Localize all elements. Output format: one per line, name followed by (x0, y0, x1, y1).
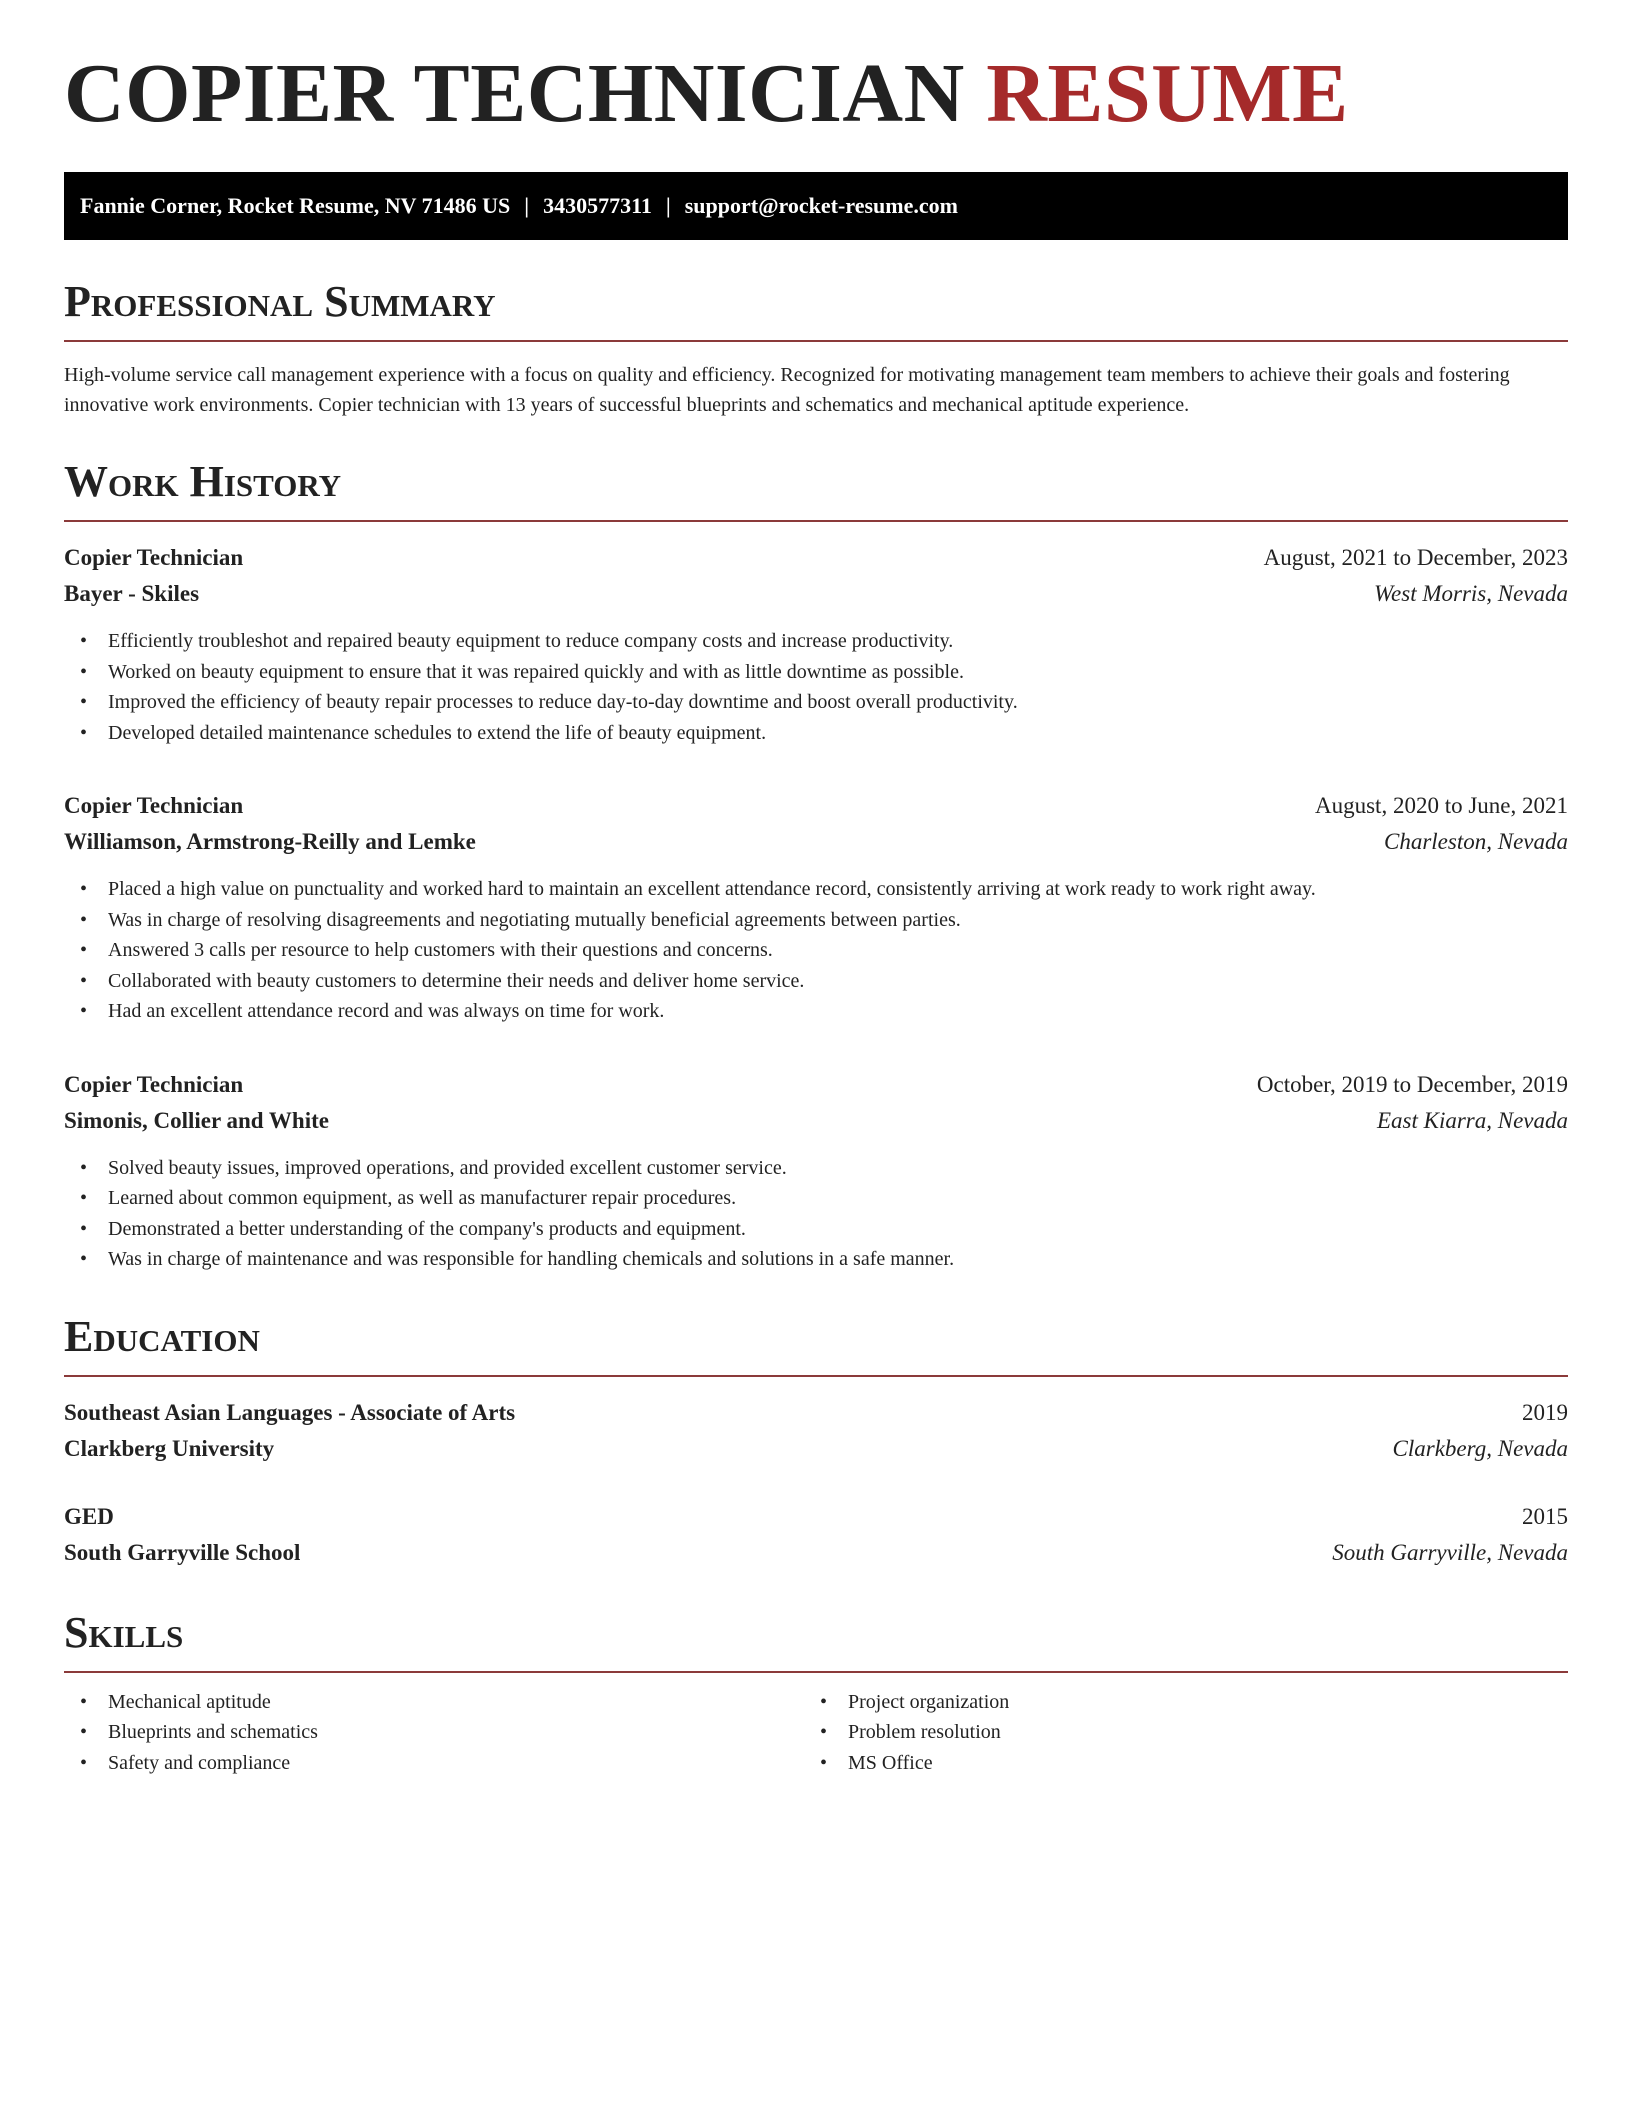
title-accent: RESUME (986, 47, 1349, 140)
education-school: South Garryville School (64, 1539, 301, 1565)
section-title-skills: Skills (64, 1611, 1568, 1673)
job-bullet: • Developed detailed maintenance schedules to extend the life of beauty equipment. (64, 718, 1568, 749)
education-location: Clarkberg, Nevada (1392, 1435, 1568, 1461)
job-entry (64, 788, 1568, 1027)
job-title: Copier Technician (64, 545, 244, 570)
job-bullet: • Worked on beauty equipment to ensure that it was repaired quickly and with as little downtime as possible. (64, 657, 1568, 688)
section-title-education: Education (64, 1315, 1568, 1377)
skill-item: • MS Office (804, 1748, 1544, 1779)
resume-page (64, 0, 1568, 1778)
job-bullet: • Was in charge of resolving disagreements and negotiating mutually beneficial agreements between parties. (64, 905, 1568, 936)
job-company-row (64, 576, 1568, 612)
education-school-row (64, 1535, 1568, 1571)
job-bullet: • Collaborated with beauty customers to determine their needs and deliver home service. (64, 966, 1568, 997)
education-year: 2019 (1522, 1399, 1568, 1425)
job-bullet: • Learned about common equipment, as well as manufacturer repair procedures. (64, 1183, 1568, 1214)
education-school-row (64, 1431, 1568, 1467)
skill-item: • Project organization (804, 1687, 1544, 1718)
job-title: Copier Technician (64, 793, 244, 818)
job-bullets (64, 1153, 1568, 1275)
job-entry (64, 1067, 1568, 1275)
job-header-row (64, 540, 1568, 576)
job-company-row (64, 824, 1568, 860)
job-bullet: • Solved beauty issues, improved operations, and provided excellent customer service. (64, 1153, 1568, 1184)
job-header-row (64, 788, 1568, 824)
contact-phone: 3430577311 (543, 193, 652, 218)
education-degree-row (64, 1395, 1568, 1431)
education-degree: GED (64, 1503, 114, 1529)
job-bullet: • Efficiently troubleshot and repaired beauty equipment to reduce company costs and increase productivity. (64, 626, 1568, 657)
job-bullet: • Had an excellent attendance record and was always on time for work. (64, 996, 1568, 1027)
education-section (64, 1311, 1568, 1571)
education-school: Clarkberg University (64, 1435, 275, 1461)
job-header-row (64, 1067, 1568, 1103)
job-company: Williamson, Armstrong-Reilly and Lemke (64, 829, 476, 854)
skill-item: • Blueprints and schematics (64, 1717, 804, 1748)
education-degree: Southeast Asian Languages - Associate of Arts (64, 1399, 516, 1425)
resume-title (64, 47, 1568, 140)
job-company: Simonis, Collier and White (64, 1107, 329, 1133)
contact-bar (64, 172, 1568, 240)
job-bullets (64, 874, 1568, 1027)
job-bullet: • Was in charge of maintenance and was responsible for handling chemicals and solutions in a safe manner. (64, 1244, 1568, 1275)
job-entry (64, 540, 1568, 748)
job-location: Charleston, Nevada (1384, 829, 1568, 854)
skills-section (64, 1607, 1568, 1779)
job-dates: August, 2021 to December, 2023 (1263, 545, 1568, 570)
job-bullet: • Demonstrated a better understanding of the company's products and equipment. (64, 1214, 1568, 1245)
job-dates: October, 2019 to December, 2019 (1256, 1071, 1568, 1097)
job-company-row (64, 1103, 1568, 1139)
job-bullet: • Placed a high value on punctuality and worked hard to maintain an excellent attendance record, consistently arriving at work ready to work right away. (64, 874, 1568, 905)
contact-address: Fannie Corner, Rocket Resume, NV 71486 US (80, 193, 511, 218)
contact-separator: | (665, 193, 671, 218)
section-title-work-history: Work History (64, 460, 1568, 522)
job-location: West Morris, Nevada (1373, 581, 1568, 606)
job-location: East Kiarra, Nevada (1376, 1107, 1568, 1133)
skills-list-right (804, 1687, 1544, 1779)
contact-separator: | (524, 193, 530, 218)
job-company: Bayer - Skiles (64, 581, 200, 606)
education-degree-row (64, 1499, 1568, 1535)
contact-email: support@rocket-resume.com (684, 193, 958, 218)
education-entry (64, 1395, 1568, 1467)
job-bullet: • Improved the efficiency of beauty repair processes to reduce day-to-day downtime and boost overall productivity. (64, 687, 1568, 718)
education-year: 2015 (1522, 1503, 1568, 1529)
job-title: Copier Technician (64, 1071, 244, 1097)
work-history-section (64, 457, 1568, 1275)
summary-section (64, 277, 1568, 420)
skills-list-left (64, 1687, 804, 1779)
skill-item: • Safety and compliance (64, 1748, 804, 1779)
job-dates: August, 2020 to June, 2021 (1315, 793, 1568, 818)
section-title-summary: Professional Summary (64, 280, 1568, 342)
title-main: COPIER TECHNICIAN (64, 47, 965, 140)
job-bullets (64, 626, 1568, 748)
summary-text: High-volume service call management experience with a focus on quality and efficiency. Recognized for motivating management team members to achieve their goals and fostering innovative work environments. Copier technician with 13 years of successful blueprints and schematics and mechanical aptitude experience. (64, 364, 1510, 416)
skill-item: • Problem resolution (804, 1717, 1544, 1748)
education-location: South Garryville, Nevada (1332, 1539, 1568, 1565)
skill-item: • Mechanical aptitude (64, 1687, 804, 1718)
education-entry (64, 1499, 1568, 1571)
skills-columns (64, 1687, 1568, 1779)
job-bullet: • Answered 3 calls per resource to help customers with their questions and concerns. (64, 935, 1568, 966)
